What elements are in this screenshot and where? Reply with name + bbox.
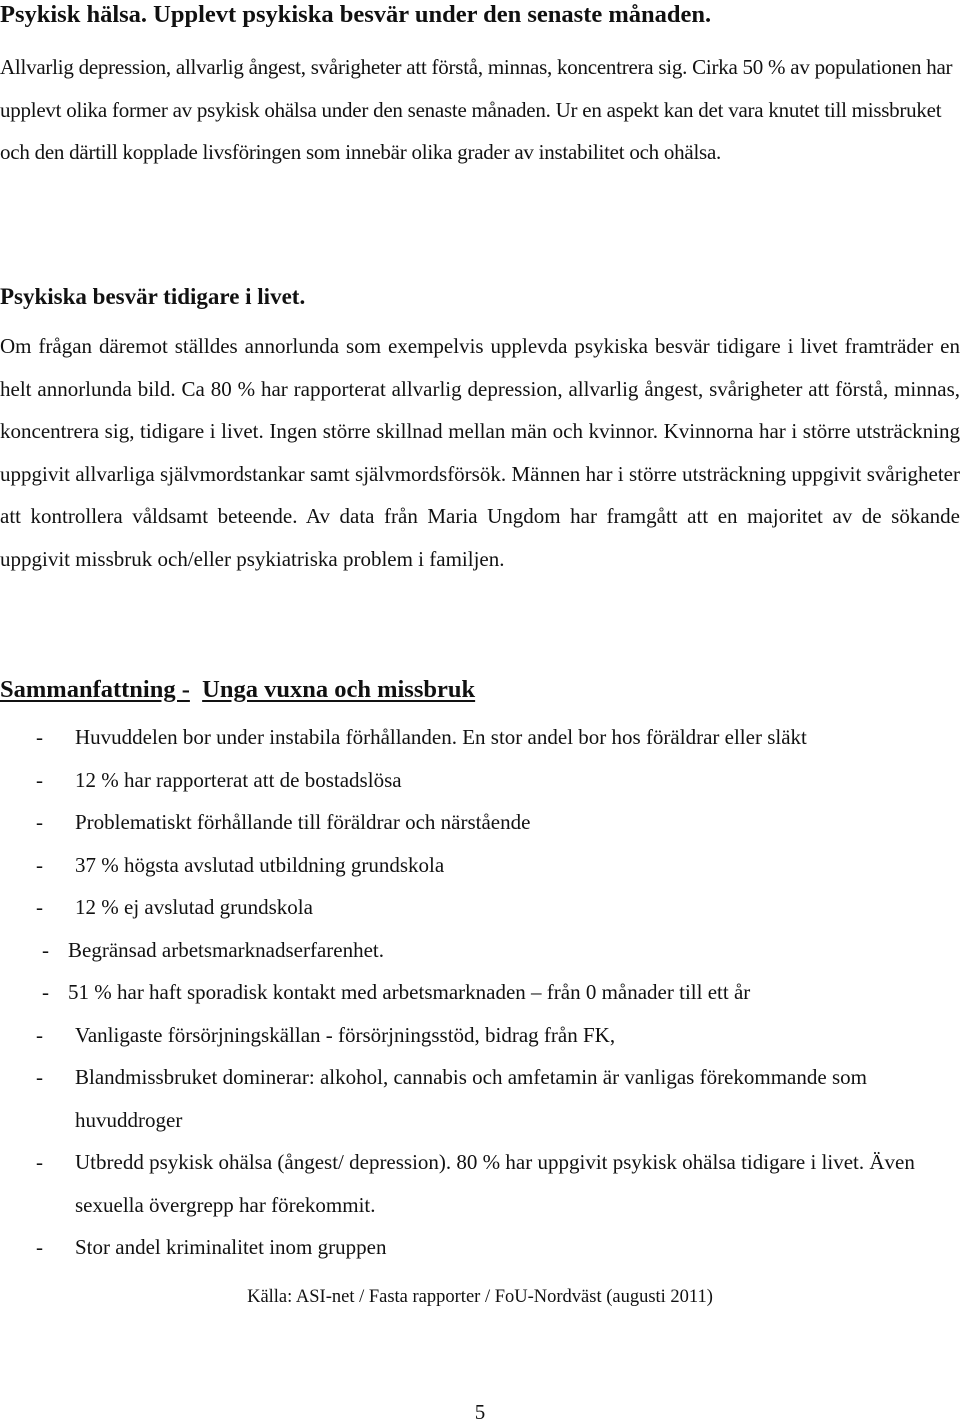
summary-item	[0, 716, 960, 759]
bullet-dash: -	[42, 937, 49, 962]
summary-item-text: Begränsad arbetsmarknadserfarenhet.	[68, 937, 385, 962]
summary-item-text: Problematiskt förhållande till föräldrar och närstående	[75, 810, 531, 834]
summary-item	[0, 801, 960, 844]
summary-item-text: Utbredd psykisk ohälsa (ångest/ depression). 80 % har uppgivit psykisk ohälsa tidigare i livet. Även sexuella övergrepp har förekommit.	[75, 1150, 915, 1217]
bullet-dash: -	[42, 980, 49, 1004]
bullet-dash: -	[36, 852, 43, 877]
bullet-dash: -	[36, 1065, 43, 1089]
summary-item	[0, 759, 960, 802]
bullet-dash: -	[36, 767, 43, 792]
summary-item-text: 51 % har haft sporadisk kontakt med arbetsmarknaden – från 0 månader till ett år	[68, 980, 751, 1004]
summary-item	[0, 1014, 960, 1057]
source-citation: Källa: ASI-net / Fasta rapporter / FoU-Nordväst (augusti 2011)	[247, 1287, 713, 1307]
section-body-mental-health: Allvarlig depression, allvarlig ångest, svårigheter att förstå, minnas, koncentrera sig. Cirka 50 % av populationen har upplevt olika former av psykisk ohälsa under den senaste månaden. Ur en aspekt kan det vara knutet till missbruket och den därtill kopplade livsföringen som innebär olika grader av instabilitet och ohälsa.	[0, 55, 953, 164]
bullet-dash: -	[36, 725, 43, 749]
page-number: 5	[474, 1400, 486, 1424]
bullet-dash: -	[36, 1022, 43, 1047]
summary-heading-title: Unga vuxna och missbruk	[202, 676, 476, 703]
section-body-earlier-in-life: Om frågan däremot ställdes annorlunda som exempelvis upplevda psykiska besvär tidigare i livet framträder en helt annorlunda bild. Ca 80 % har rapporterat allvarlig depression, allvarlig ångest, svårigheter att förstå, minnas, koncentrera sig, tidigare i livet. Ingen större skillnad mellan män och kvinnor. Kvinnorna har i större utsträckning uppgivit allvarliga självmordstankar samt självmordsförsök. Männen har i större utsträckning uppgivit svårigheter att kontrollera våldsamt beteende. Av data från Maria Ungdom har framgått att en majoritet av de sökande uppgivit missbruk och/eller psykiatriska problem i familjen.	[0, 334, 960, 571]
summary-item	[0, 886, 960, 929]
summary-item	[0, 1056, 960, 1141]
summary-item	[0, 1226, 960, 1269]
summary-item	[0, 1141, 960, 1226]
summary-item-text: Blandmissbruket dominerar: alkohol, cannabis och amfetamin är vanligas förekommande som huvuddroger	[75, 1065, 867, 1132]
summary-item-text: 12 % ej avslutad grundskola	[75, 895, 313, 919]
summary-item	[0, 844, 960, 887]
summary-item-text: 37 % högsta avslutad utbildning grundskola	[75, 852, 445, 877]
summary-item-text: Huvuddelen bor under instabila förhållanden. En stor andel bor hos föräldrar eller släkt	[75, 725, 807, 749]
summary-heading	[0, 674, 475, 706]
summary-item-text: 12 % har rapporterat att de bostadslösa	[75, 767, 402, 792]
bullet-dash: -	[36, 1235, 43, 1259]
bullet-dash: -	[36, 895, 43, 919]
summary-list	[0, 716, 960, 1269]
summary-item	[0, 929, 960, 972]
section-title-mental-health: Psykisk hälsa. Upplevt psykiska besvär under den senaste månaden.	[0, 1, 712, 28]
summary-heading-prefix: Sammanfattning -	[0, 676, 190, 703]
bullet-dash: -	[36, 1150, 43, 1174]
summary-item	[0, 971, 960, 1014]
section-title-earlier-in-life: Psykiska besvär tidigare i livet.	[0, 284, 306, 309]
summary-item-text: Stor andel kriminalitet inom gruppen	[75, 1235, 387, 1259]
summary-item-text: Vanligaste försörjningskällan - försörjningsstöd, bidrag från FK,	[75, 1022, 616, 1047]
bullet-dash: -	[36, 810, 43, 834]
